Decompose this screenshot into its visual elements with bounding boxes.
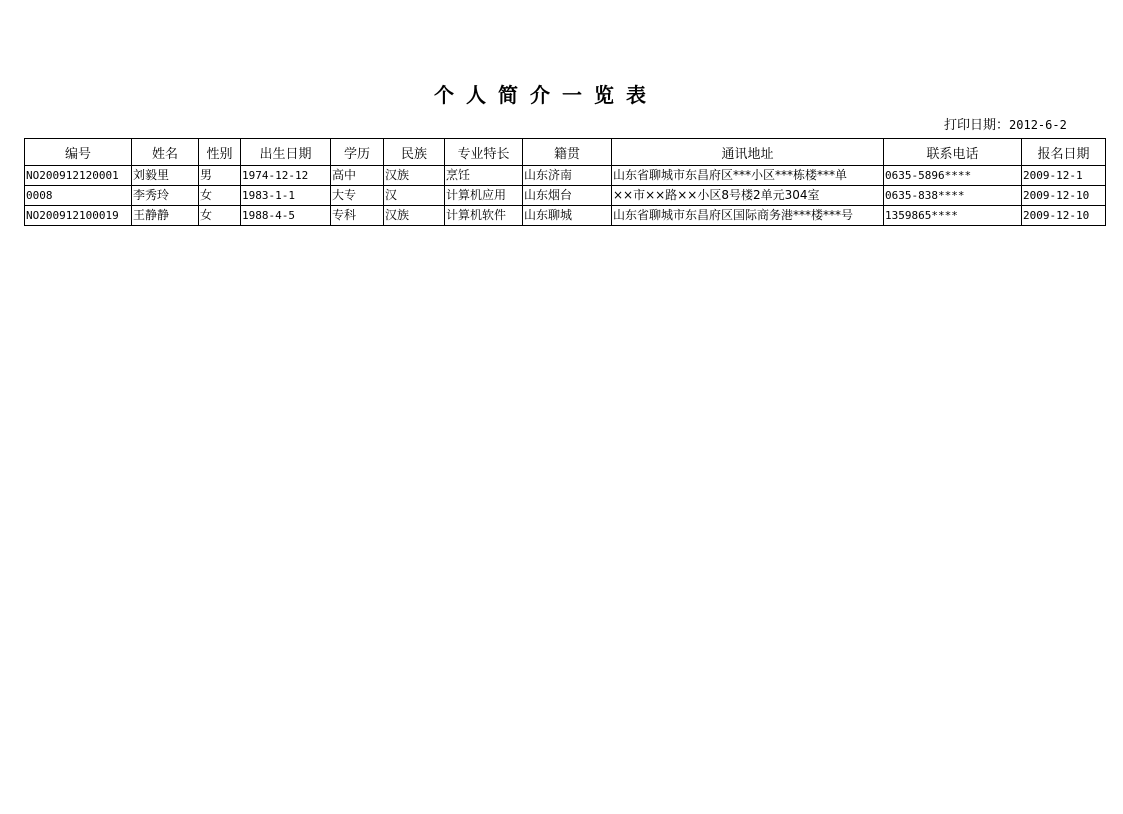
- table-header-row: [25, 139, 1106, 166]
- table-row: [25, 206, 1106, 226]
- cell-specialty: 计算机应用: [445, 186, 523, 206]
- cell-phone: 0635-838****: [884, 186, 1022, 206]
- header-gender: 性别: [199, 139, 241, 166]
- cell-id: 0008: [25, 186, 132, 206]
- cell-address: 山东省聊城市东昌府区国际商务港***楼***号: [612, 206, 884, 226]
- cell-birth-date: 1983-1-1: [241, 186, 331, 206]
- cell-phone: 0635-5896****: [884, 166, 1022, 186]
- header-address: 通讯地址: [612, 139, 884, 166]
- cell-ethnicity: 汉族: [384, 166, 445, 186]
- page-title: 个人简介一览表: [434, 83, 658, 107]
- header-birth-date: 出生日期: [241, 139, 331, 166]
- cell-address: ××市××路××小区8号楼2单元304室: [612, 186, 884, 206]
- header-education: 学历: [331, 139, 384, 166]
- header-name: 姓名: [132, 139, 199, 166]
- profile-table: [24, 138, 1106, 226]
- cell-birth-date: 1988-4-5: [241, 206, 331, 226]
- header-specialty: 专业特长: [445, 139, 523, 166]
- print-date-value: 2012-6-2: [1009, 118, 1067, 132]
- header-phone: 联系电话: [884, 139, 1022, 166]
- cell-id: NO200912100019: [25, 206, 132, 226]
- cell-registration-date: 2009-12-10: [1022, 186, 1106, 206]
- cell-specialty: 烹饪: [445, 166, 523, 186]
- cell-id: NO200912120001: [25, 166, 132, 186]
- cell-name: 李秀玲: [132, 186, 199, 206]
- cell-education: 大专: [331, 186, 384, 206]
- header-id: 编号: [25, 139, 132, 166]
- table-row: [25, 186, 1106, 206]
- header-registration-date: 报名日期: [1022, 139, 1106, 166]
- cell-ethnicity: 汉族: [384, 206, 445, 226]
- cell-hometown: 山东烟台: [523, 186, 612, 206]
- header-hometown: 籍贯: [523, 139, 612, 166]
- cell-birth-date: 1974-12-12: [241, 166, 331, 186]
- cell-ethnicity: 汉: [384, 186, 445, 206]
- print-date-label: 打印日期：: [944, 118, 1010, 133]
- cell-hometown: 山东聊城: [523, 206, 612, 226]
- print-date: [944, 117, 1067, 134]
- cell-gender: 男: [199, 166, 241, 186]
- cell-address: 山东省聊城市东昌府区***小区***栋楼***单: [612, 166, 884, 186]
- cell-education: 专科: [331, 206, 384, 226]
- cell-registration-date: 2009-12-10: [1022, 206, 1106, 226]
- header-ethnicity: 民族: [384, 139, 445, 166]
- cell-gender: 女: [199, 186, 241, 206]
- cell-hometown: 山东济南: [523, 166, 612, 186]
- cell-specialty: 计算机软件: [445, 206, 523, 226]
- cell-name: 刘毅里: [132, 166, 199, 186]
- cell-education: 高中: [331, 166, 384, 186]
- cell-gender: 女: [199, 206, 241, 226]
- cell-phone: 1359865****: [884, 206, 1022, 226]
- table-row: [25, 166, 1106, 186]
- cell-name: 王静静: [132, 206, 199, 226]
- cell-registration-date: 2009-12-1: [1022, 166, 1106, 186]
